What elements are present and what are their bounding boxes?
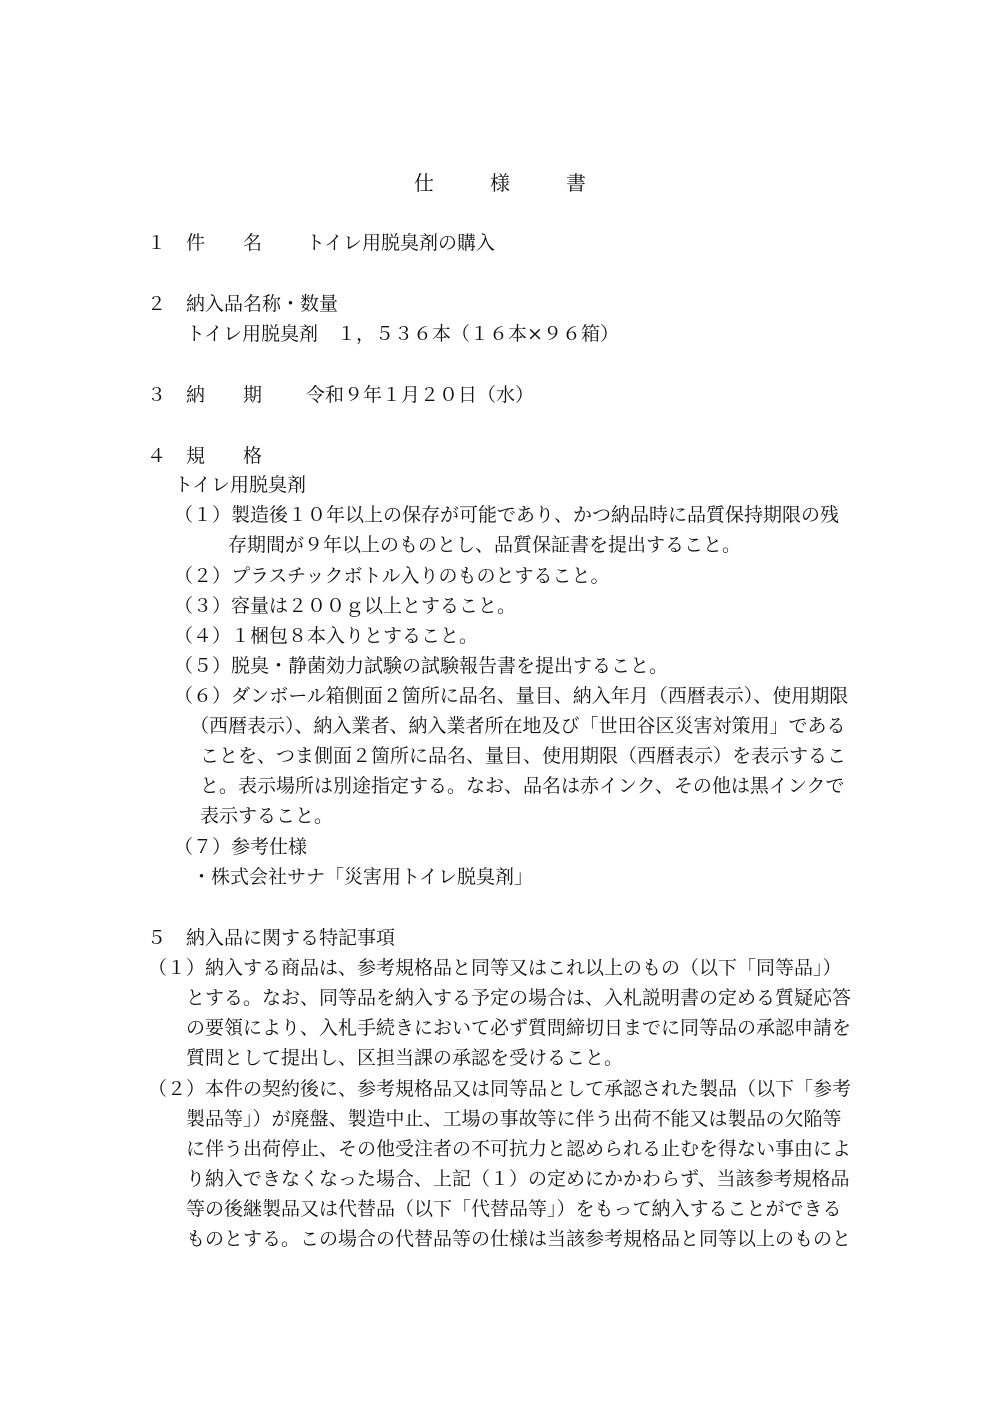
spec-line: ・株式会社サナ「災害用トイレ脱臭剤」 [192,866,534,888]
section-4-label: 規 格 [186,445,263,467]
section-1-label: 件 名 [186,232,263,254]
spec-line: （１）製造後１０年以上の保存が可能であり、かつ納品時に品質保持期限の残 [174,504,840,526]
spec-line: （７）参考仕様 [174,836,308,858]
spec-line: ことを、つま側面２箇所に品名、量目、使用期限（西暦表示）を表示するこ [200,745,847,767]
note-line: 等の後継製品又は代替品（以下「代替品等」）をもって納入することができる [186,1198,842,1220]
section-2-number: ２ [147,293,167,315]
section-2-value: トイレ用脱臭剤 １，５３６本（１６本×９６箱） [186,323,619,345]
section-4-number: ４ [147,445,167,467]
spec-line: （２）プラスチックボトル入りのものとすること。 [174,565,610,587]
section-3-value: 令和９年１月２０日（水） [306,384,535,406]
section-2-label: 納入品名称・数量 [186,293,339,315]
spec-line: （５）脱臭・静菌効力試験の試験報告書を提出すること。 [174,655,669,677]
note-line: に伴う出荷停止、その他受注者の不可抗力と認められる止むを得ない事由によ [186,1138,852,1160]
note-line: とする。なお、同等品を納入する予定の場合は、入札説明書の定める質疑応答 [186,987,852,1009]
note-line: （２）本件の契約後に、参考規格品又は同等品として承認された製品（以下「参考 [148,1078,852,1100]
spec-line: （西暦表示）、納入業者、納入業者所在地及び「世田谷区災害対策用」である [190,715,846,737]
note-line: ものとする。この場合の代替品等の仕様は当該参考規格品と同等以上のものと [186,1228,852,1250]
section-3-label: 納 期 [186,384,263,406]
spec-line: （４）１梱包８本入りとすること。 [174,625,479,647]
document-title: 仕 様 書 [414,171,604,195]
spec-line: （６）ダンボール箱側面２箇所に品名、量目、納入年月（西暦表示）、使用期限 [174,685,849,707]
note-line: り納入できなくなった場合、上記（１）の定めにかかわらず、当該参考規格品 [186,1168,850,1190]
section-4-subtitle: トイレ用脱臭剤 [174,474,307,496]
section-1-value: トイレ用脱臭剤の購入 [306,232,496,254]
note-line: 製品等」）が廃盤、製造中止、工場の事故等に伴う出荷不能又は製品の欠陥等 [186,1108,842,1130]
note-line: 質問として提出し、区担当課の承認を受けること。 [186,1047,624,1069]
spec-line: と。表示場所は別途指定する。なお、品名は赤インク、その他は黒インクで [200,775,845,797]
note-line: （１）納入する商品は、参考規格品と同等又はこれ以上のもの（以下「同等品」） [148,957,842,979]
section-5-number: ５ [147,927,167,949]
section-1-number: １ [147,232,167,254]
spec-line: 存期間が９年以上のものとし、品質保証書を提出すること。 [228,534,742,556]
spec-line: （３）容量は２００ｇ以上とすること。 [174,595,517,617]
section-3-number: ３ [147,384,167,406]
note-line: の要領により、入札手続きにおいて必ず質問締切日までに同等品の承認申請を [186,1017,852,1039]
section-5-label: 納入品に関する特記事項 [186,927,396,949]
spec-line: 表示すること。 [200,805,334,827]
